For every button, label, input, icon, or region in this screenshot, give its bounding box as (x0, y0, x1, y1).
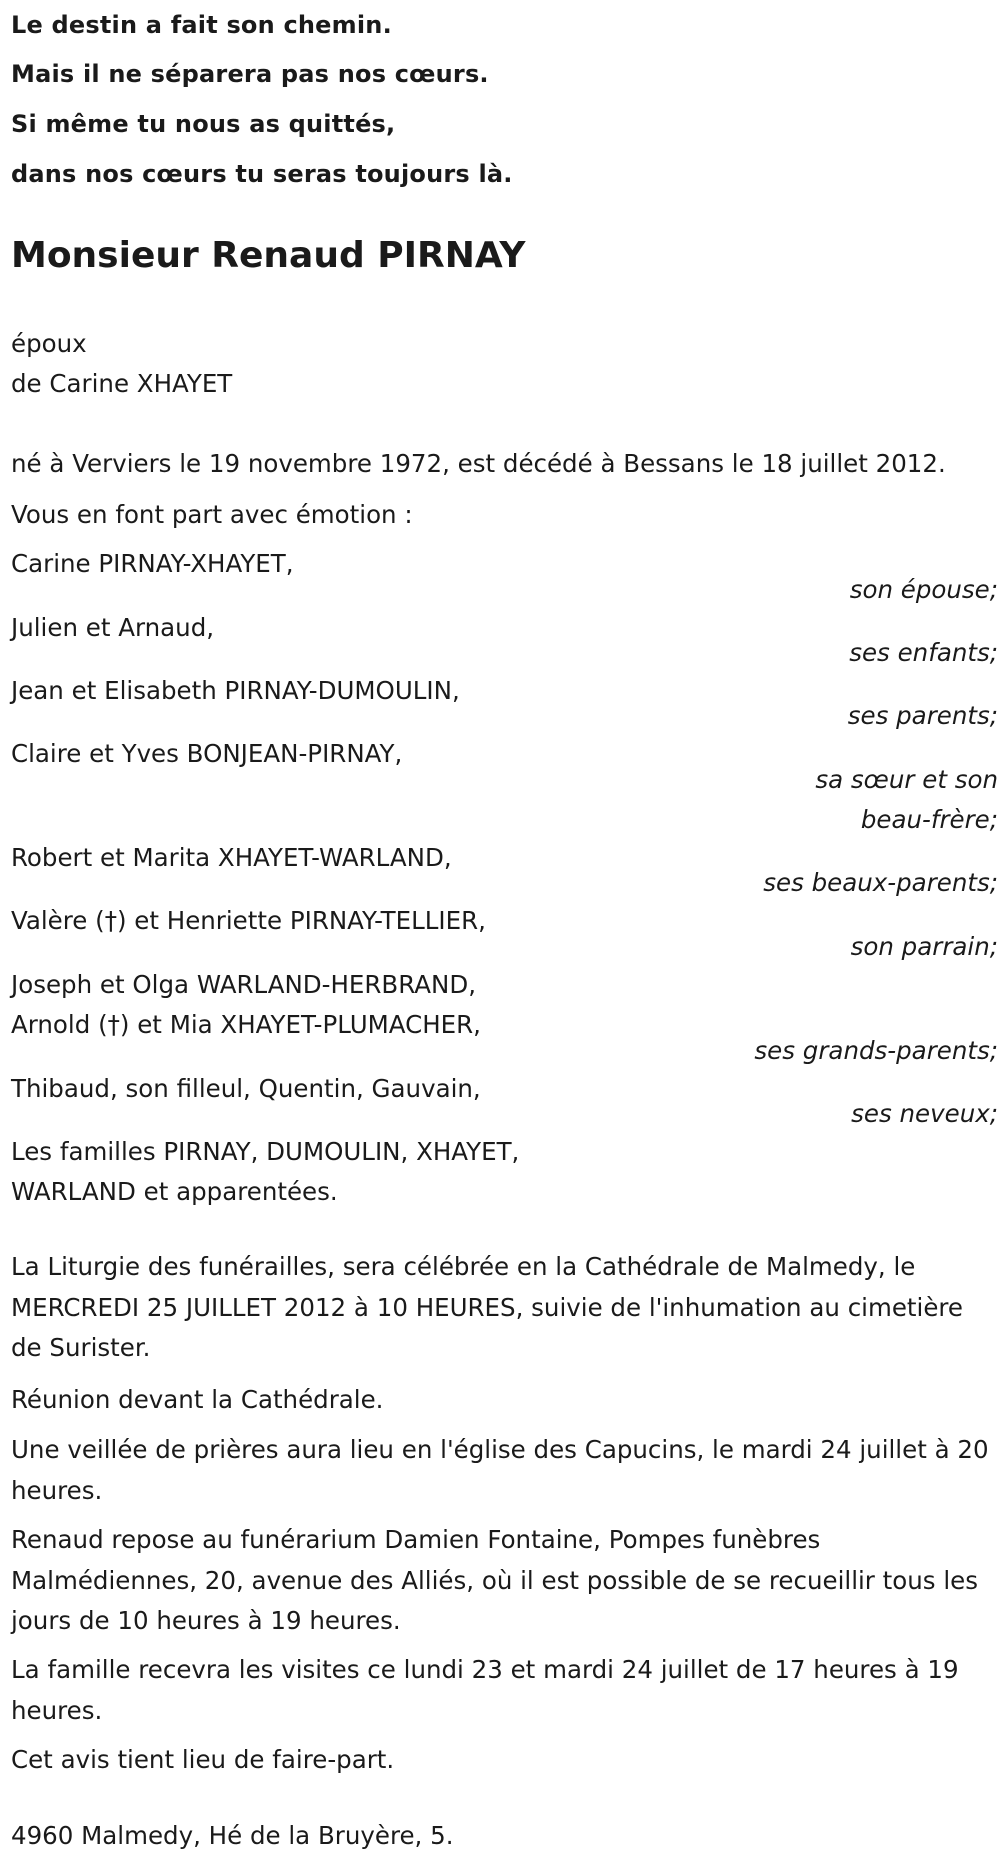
family-relation: beau-frère; (860, 805, 998, 834)
deceased-name: Monsieur Renaud PIRNAY (11, 235, 526, 276)
address: 4960 Malmedy, Hé de la Bruyère, 5. (11, 1821, 454, 1850)
rest-paragraph: Renaud repose au funérarium Damien Fontaine, Pompes funèbres Malmédiennes, 20, avenue des Alliés, où il est possible de se recueillir tous les jours de 10 heures à 19 heures. (11, 1525, 978, 1635)
family-names: Julien et Arnaud, (11, 613, 215, 642)
visits-paragraph: La famille recevra les visites ce lundi 23 et mardi 24 juillet de 17 heures à 19 heures. (11, 1655, 959, 1725)
poem-line-3: Si même tu nous as quittés, (11, 110, 396, 138)
family-relation: sa sœur et son (815, 765, 998, 794)
poem-line-2: Mais il ne séparera pas nos cœurs. (11, 60, 489, 88)
family-relation: son épouse; (849, 575, 998, 604)
family-names: Thibaud, son filleul, Quentin, Gauvain, (11, 1074, 481, 1103)
family-names: Claire et Yves BONJEAN-PIRNAY, (11, 739, 403, 768)
birth-death-line: né à Verviers le 19 novembre 1972, est décédé à Bessans le 18 juillet 2012. (11, 449, 946, 478)
family-relation: ses beaux-parents; (763, 868, 998, 897)
family-names: Les familles PIRNAY, DUMOULIN, XHAYET, (11, 1137, 520, 1166)
family-relation: ses enfants; (849, 638, 998, 667)
family-relation: ses parents; (847, 701, 998, 730)
family-relation: ses grands-parents; (754, 1036, 998, 1065)
family-names: Robert et Marita XHAYET-WARLAND, (11, 843, 452, 872)
announcement-intro: Vous en font part avec émotion : (11, 500, 413, 529)
notice-paragraph: Cet avis tient lieu de faire-part. (11, 1745, 395, 1774)
family-names: WARLAND et apparentées. (11, 1177, 338, 1206)
poem-line-4: dans nos cœurs tu seras toujours là. (11, 160, 513, 188)
spouse-name: de Carine XHAYET (11, 369, 233, 398)
gathering-paragraph: Réunion devant la Cathédrale. (11, 1385, 384, 1414)
vigil-paragraph: Une veillée de prières aura lieu en l'église des Capucins, le mardi 24 juillet à 20 heures. (11, 1435, 989, 1505)
family-relation: son parrain; (850, 932, 998, 961)
family-names: Jean et Elisabeth PIRNAY-DUMOULIN, (11, 676, 460, 705)
family-names: Arnold (†) et Mia XHAYET-PLUMACHER, (11, 1010, 481, 1039)
poem-line-1: Le destin a fait son chemin. (11, 11, 392, 39)
family-relation: ses neveux; (851, 1099, 998, 1128)
family-names: Carine PIRNAY-XHAYET, (11, 549, 294, 578)
spouse-prefix: époux (11, 329, 87, 358)
family-names: Joseph et Olga WARLAND-HERBRAND, (11, 970, 477, 999)
liturgy-paragraph: La Liturgie des funérailles, sera célébrée en la Cathédrale de Malmedy, le MERCREDI 25 JUILLET 2012 à 10 HEURES, suivie de l'inhumation au cimetière de Surister. (11, 1252, 964, 1362)
family-names: Valère (†) et Henriette PIRNAY-TELLIER, (11, 906, 486, 935)
